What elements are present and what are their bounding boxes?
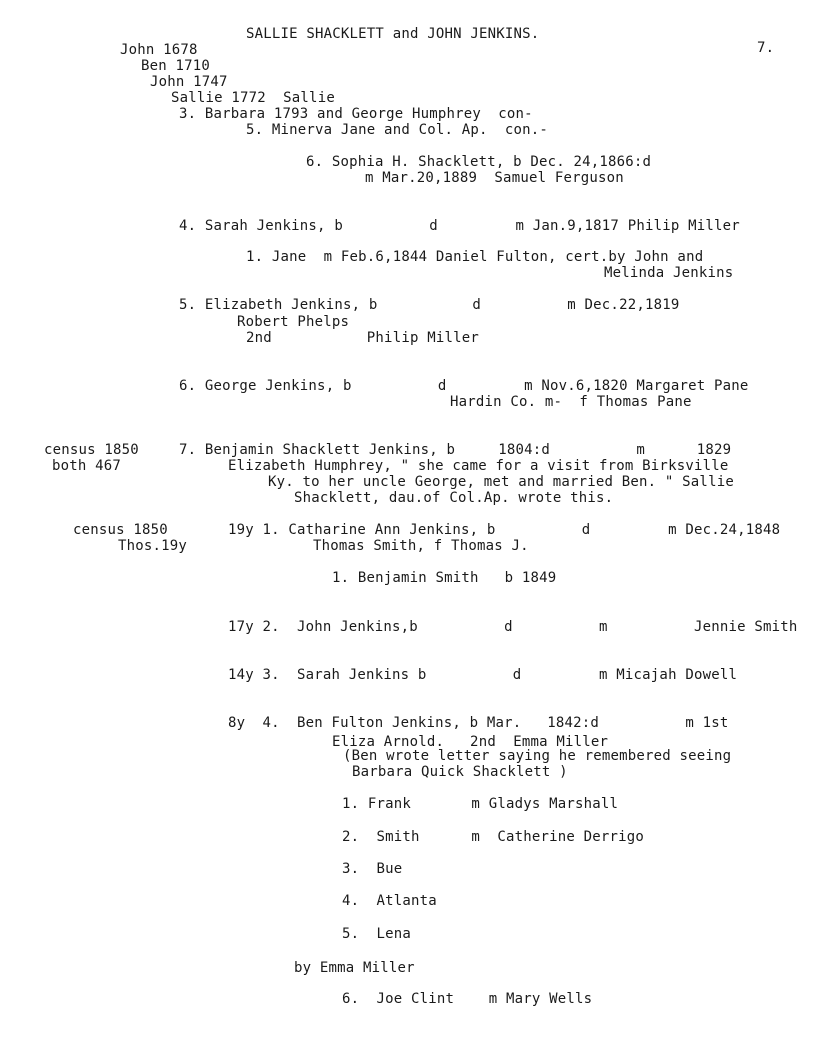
entry-line: 6. George Jenkins, b d m Nov.6,1820 Margaret Pane: [179, 378, 749, 394]
entry-line: Eliza Arnold. 2nd Emma Miller: [332, 734, 609, 750]
entry-line: 1. Jane m Feb.6,1844 Daniel Fulton, cert.by John and: [246, 249, 704, 265]
lineage-line: Ben 1710: [141, 58, 211, 74]
page-number: 7.: [757, 40, 775, 56]
entry-line: Ky. to her uncle George, met and married Ben. " Sallie: [268, 474, 734, 490]
lineage-line: John 1678: [120, 42, 198, 58]
entry-line: by Emma Miller: [294, 960, 415, 976]
entry-line: 6. Sophia H. Shacklett, b Dec. 24,1866:d: [306, 154, 652, 170]
child-entry: 3. Bue: [342, 861, 403, 877]
margin-note: Thos.19y: [118, 538, 188, 554]
child-entry: 1. Frank m Gladys Marshall: [342, 796, 619, 812]
child-entry: 6. Joe Clint m Mary Wells: [342, 991, 593, 1007]
entry-line: m Mar.20,1889 Samuel Ferguson: [365, 170, 624, 186]
entry-line: 7. Benjamin Shacklett Jenkins, b 1804:d m 1829: [179, 442, 732, 458]
entry-line: Melinda Jenkins: [604, 265, 734, 281]
child-entry: 2. Smith m Catherine Derrigo: [342, 829, 645, 845]
entry-line: 5. Minerva Jane and Col. Ap. con.-: [246, 122, 549, 138]
margin-note: census 1850: [44, 442, 139, 458]
child-entry: 4. Atlanta: [342, 893, 437, 909]
page-title: SALLIE SHACKLETT and JOHN JENKINS.: [246, 26, 540, 42]
child-entry: 5. Lena: [342, 926, 412, 942]
entry-line: Shacklett, dau.of Col.Ap. wrote this.: [294, 490, 614, 506]
entry-line: 8y 4. Ben Fulton Jenkins, b Mar. 1842:d m 1st: [228, 715, 729, 731]
entry-line: 17y 2. John Jenkins,b d m Jennie Smith: [228, 619, 798, 635]
entry-line: 19y 1. Catharine Ann Jenkins, b d m Dec.24,1848: [228, 522, 781, 538]
entry-line: Robert Phelps: [237, 314, 350, 330]
margin-note: census 1850: [73, 522, 168, 538]
entry-line: 1. Benjamin Smith b 1849: [332, 570, 557, 586]
entry-line: Hardin Co. m- f Thomas Pane: [450, 394, 692, 410]
entry-line: Elizabeth Humphrey, " she came for a visit from Birksville: [228, 458, 729, 474]
entry-line: Barbara Quick Shacklett ): [352, 764, 568, 780]
entry-line: 2nd Philip Miller: [246, 330, 479, 346]
entry-line: 3. Barbara 1793 and George Humphrey con-: [179, 106, 533, 122]
margin-note: both 467: [52, 458, 122, 474]
lineage-line: John 1747: [150, 74, 228, 90]
entry-line: Thomas Smith, f Thomas J.: [313, 538, 529, 554]
entry-line: 4. Sarah Jenkins, b d m Jan.9,1817 Philip Miller: [179, 218, 740, 234]
entry-line: 5. Elizabeth Jenkins, b d m Dec.22,1819: [179, 297, 680, 313]
entry-line: 14y 3. Sarah Jenkins b d m Micajah Dowell: [228, 667, 738, 683]
lineage-line: Sallie 1772 Sallie: [171, 90, 335, 106]
entry-line: (Ben wrote letter saying he remembered seeing: [343, 748, 732, 764]
